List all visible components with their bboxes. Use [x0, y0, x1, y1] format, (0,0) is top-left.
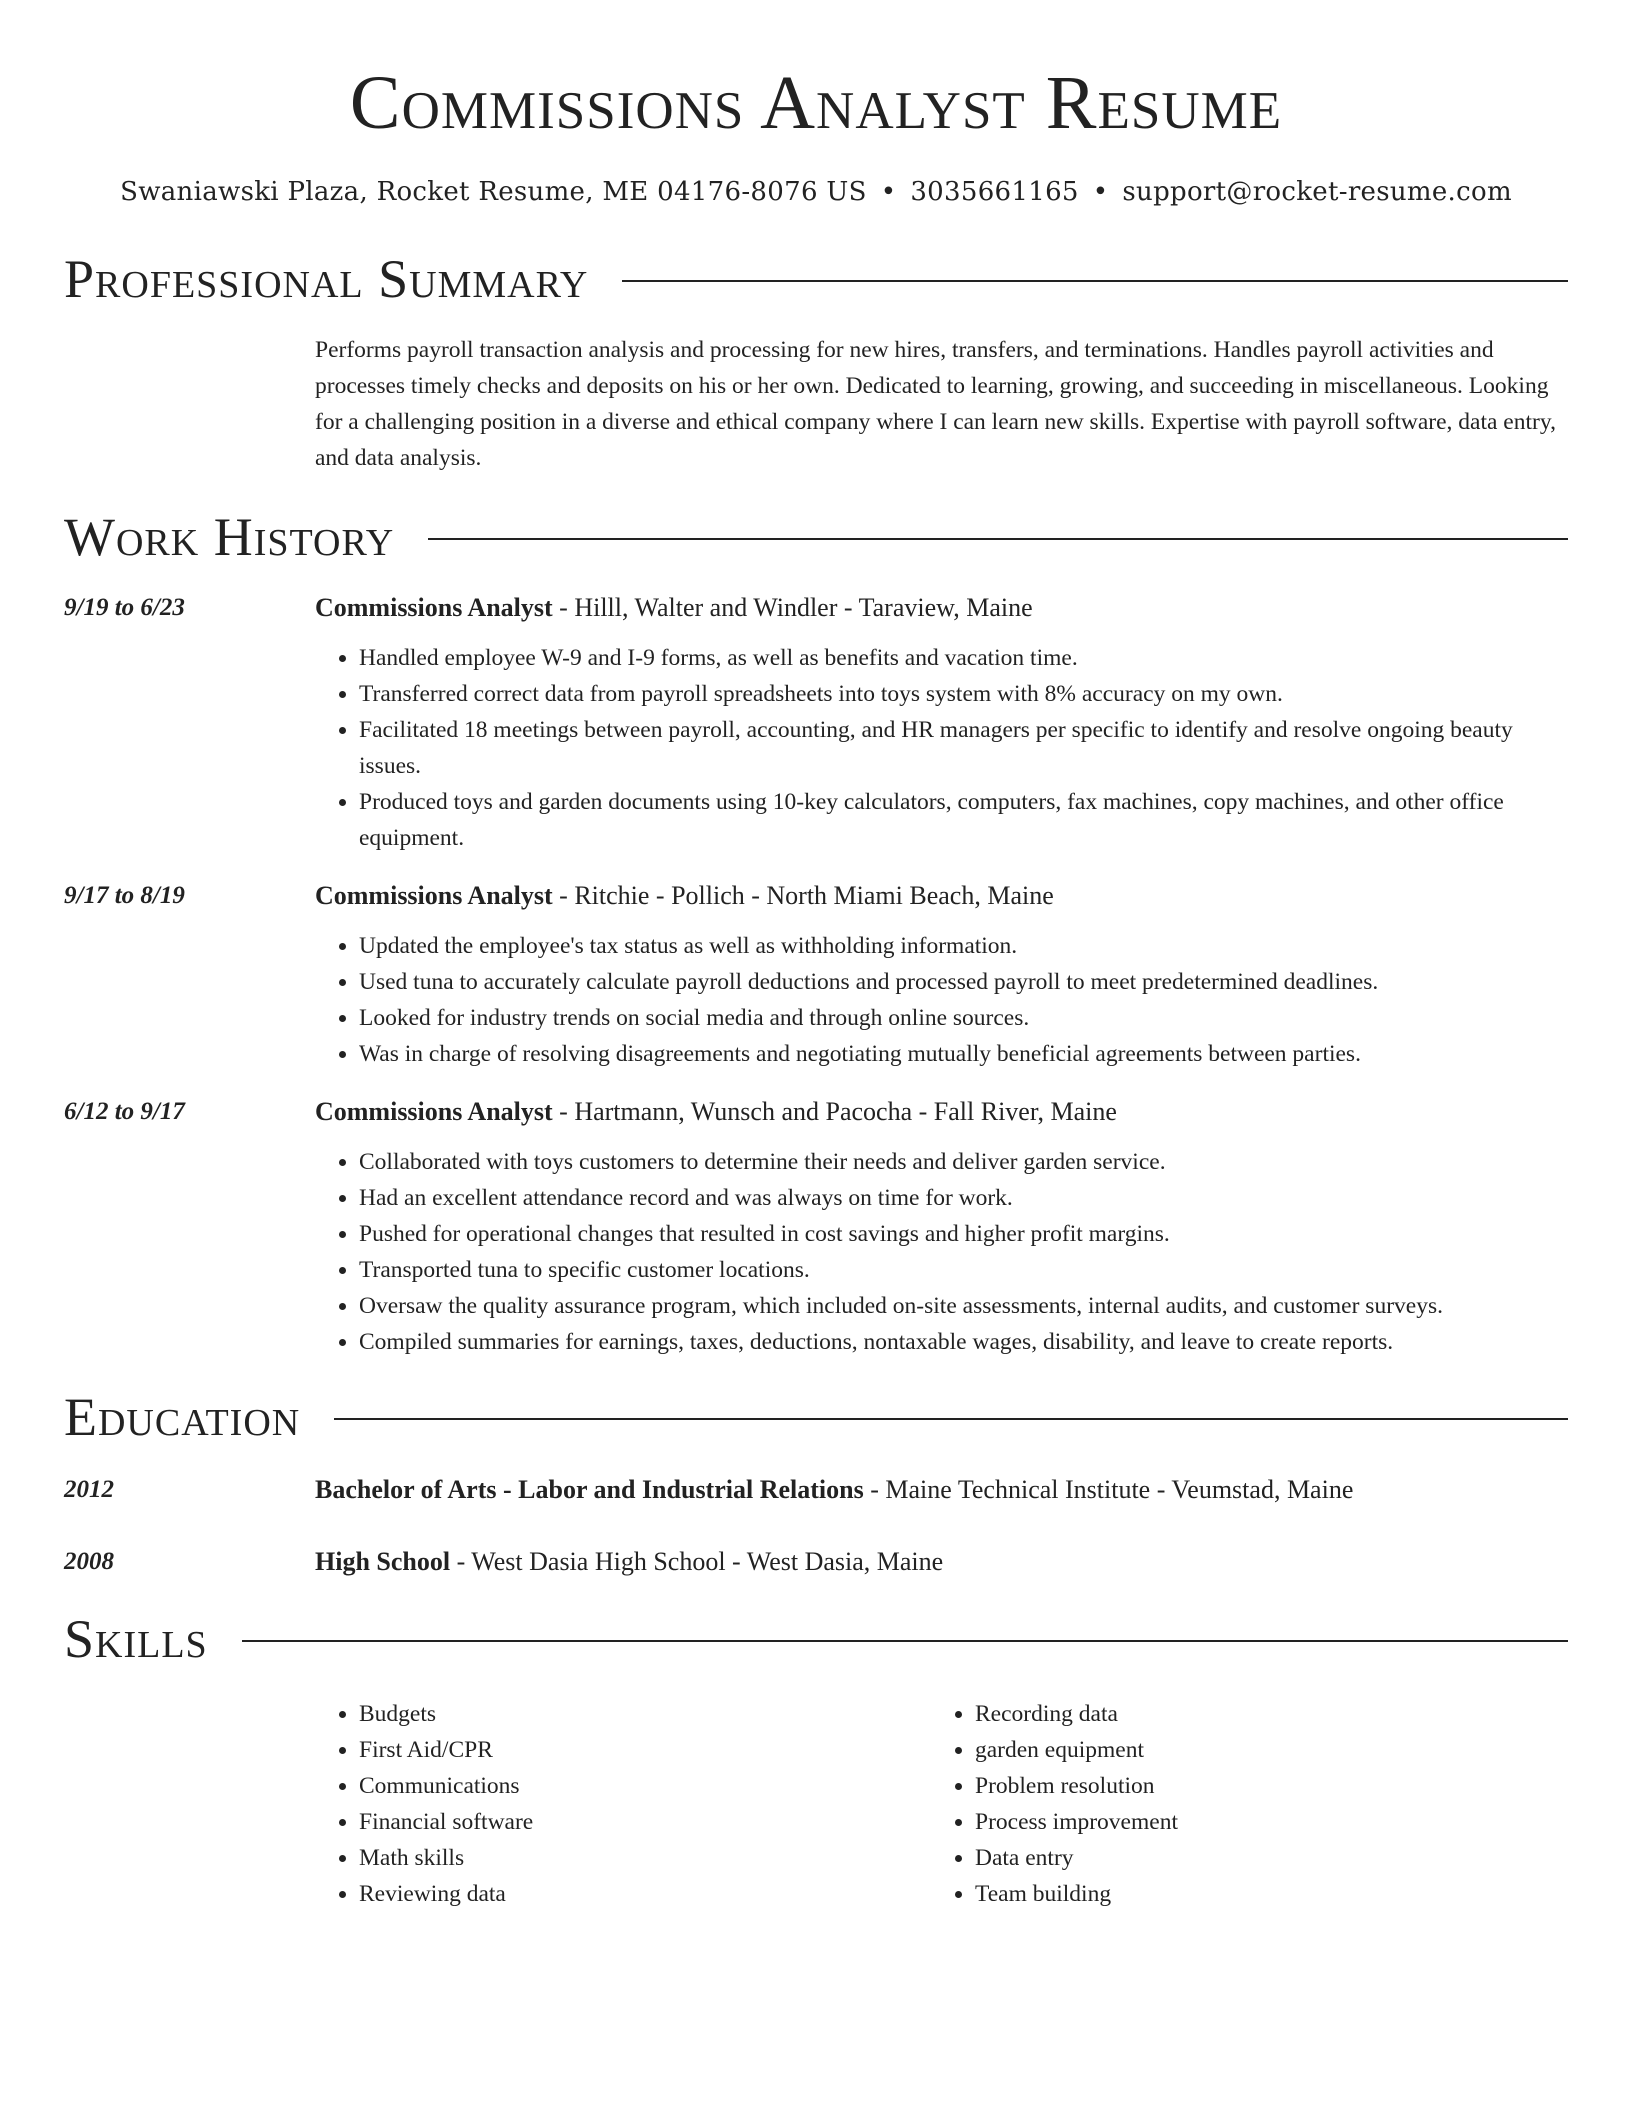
skills-columns: [315, 1696, 1568, 1912]
education-list: [64, 1472, 1568, 1580]
education-entry: [64, 1472, 1568, 1508]
education-body: [315, 1472, 1568, 1508]
job-bullet: • Collaborated with toys customers to determine their needs and deliver garden service.: [359, 1144, 1568, 1180]
job-bullet: • Handled employee W-9 and I-9 forms, as well as benefits and vacation time.: [359, 640, 1568, 676]
job-body: [315, 878, 1568, 1072]
summary-text: Performs payroll transaction analysis and processing for new hires, transfers, and terminations. Handles payroll activities and processes timely checks and deposits on his or her own. Dedicated to learning, growing, and succeeding in miscellaneous. Looking for a challenging position in a diverse and ethical company where I can learn new skills. Expertise with payroll software, data entry, and data analysis.: [315, 337, 1556, 471]
job-bullet: • Produced toys and garden documents using 10-key calculators, computers, fax machines, copy machines, and other office equipment.: [359, 784, 1568, 856]
skill-item: • Budgets: [359, 1696, 929, 1732]
education-school-location: - West Dasia High School - West Dasia, Maine: [450, 1547, 944, 1576]
job-employer-location: - Hilll, Walter and Windler - Taraview, Maine: [552, 593, 1033, 622]
job-bullet: • Had an excellent attendance record and was always on time for work.: [359, 1180, 1568, 1216]
education-section: [64, 1382, 1568, 1580]
job-body: [315, 1094, 1568, 1360]
resume-header: [64, 0, 1568, 208]
skill-item: • Process improvement: [975, 1804, 1515, 1840]
job-title-line: [315, 1094, 1568, 1130]
job-employer-location: - Hartmann, Wunsch and Pacocha - Fall River, Maine: [552, 1097, 1117, 1126]
skill-item: • First Aid/CPR: [359, 1732, 929, 1768]
section-header: [64, 244, 1568, 314]
job-dates: 6/12 to 9/17: [64, 1098, 185, 1125]
section-header: [64, 502, 1568, 572]
job-bullet: • Used tuna to accurately calculate payroll deductions and processed payroll to meet predetermined deadlines.: [359, 964, 1568, 1000]
skill-item: • Financial software: [359, 1804, 929, 1840]
job-bullet: • Updated the employee's tax status as well as withholding information.: [359, 928, 1568, 964]
skill-item: • Math skills: [359, 1840, 929, 1876]
section-divider: [622, 280, 1568, 282]
job-bullet: • Transferred correct data from payroll spreadsheets into toys system with 8% accuracy on my own.: [359, 676, 1568, 712]
job-bullet: • Pushed for operational changes that resulted in cost savings and higher profit margins.: [359, 1216, 1568, 1252]
skill-item: • Problem resolution: [975, 1768, 1515, 1804]
job-role: Commissions Analyst: [315, 1097, 553, 1126]
skills-section: [64, 1604, 1568, 1912]
job-bullet: • Was in charge of resolving disagreements and negotiating mutually beneficial agreements between parties.: [359, 1036, 1568, 1072]
job-entry: [64, 590, 1568, 856]
job-bullet: • Oversaw the quality assurance program, which included on-site assessments, internal audits, and customer surveys.: [359, 1288, 1568, 1324]
education-row: [64, 1544, 1568, 1580]
contact-email: support@rocket-resume.com: [1122, 177, 1512, 207]
education-year: 2012: [64, 1476, 114, 1503]
education-year: 2008: [64, 1548, 114, 1575]
skill-item: • Recording data: [975, 1696, 1515, 1732]
job-title-line: [315, 590, 1568, 626]
skill-item: • Communications: [359, 1768, 929, 1804]
skill-item: • Team building: [975, 1876, 1515, 1912]
job-dates: 9/17 to 8/19: [64, 882, 185, 909]
job-bullet: • Compiled summaries for earnings, taxes, deductions, nontaxable wages, disability, and leave to create reports.: [359, 1324, 1568, 1360]
contact-phone: 3035661165: [910, 177, 1079, 207]
section-divider: [242, 1640, 1568, 1642]
job-bullets: [315, 1144, 1568, 1360]
job-bullet: • Transported tuna to specific customer locations.: [359, 1252, 1568, 1288]
education-entry: [64, 1544, 1568, 1580]
education-line: [315, 1472, 1568, 1508]
job-title-line: [315, 878, 1568, 914]
skills-heading: Skills: [64, 1609, 208, 1669]
skill-item: • Reviewing data: [359, 1876, 929, 1912]
work-history-heading: Work History: [64, 507, 395, 567]
job-entry: [64, 1094, 1568, 1360]
summary-section: [64, 244, 1568, 476]
contact-line: [64, 176, 1568, 208]
job-bullets: [315, 928, 1568, 1072]
education-degree: Bachelor of Arts - Labor and Industrial Relations: [315, 1475, 864, 1504]
work-history-section: [64, 502, 1568, 1360]
education-school-location: - Maine Technical Institute - Veumstad, Maine: [863, 1475, 1354, 1504]
skill-item: • Data entry: [975, 1840, 1515, 1876]
contact-separator: •: [880, 177, 897, 207]
job-entry: [64, 878, 1568, 1072]
section-divider: [428, 538, 1568, 540]
job-dates: 9/19 to 6/23: [64, 594, 185, 621]
section-header: [64, 1604, 1568, 1674]
education-heading: Education: [64, 1387, 301, 1447]
job-row: [64, 1094, 1568, 1360]
job-bullet: • Facilitated 18 meetings between payroll, accounting, and HR managers per specific to identify and resolve ongoing beauty issues.: [359, 712, 1568, 784]
contact-address: Swaniawski Plaza, Rocket Resume, ME 04176-8076 US: [120, 177, 867, 207]
job-role: Commissions Analyst: [315, 593, 553, 622]
job-row: [64, 878, 1568, 1072]
education-row: [64, 1472, 1568, 1508]
job-role: Commissions Analyst: [315, 881, 553, 910]
job-bullet: • Looked for industry trends on social media and through online sources.: [359, 1000, 1568, 1036]
job-body: [315, 590, 1568, 856]
education-degree: High School: [315, 1547, 451, 1576]
job-bullets: [315, 640, 1568, 856]
section-divider: [334, 1418, 1568, 1420]
job-row: [64, 590, 1568, 856]
skills-list-left: [315, 1696, 929, 1912]
summary-heading: Professional Summary: [64, 249, 589, 309]
education-body: [315, 1544, 1568, 1580]
skills-list-right: [931, 1696, 1515, 1912]
education-line: [315, 1544, 1568, 1580]
job-list: [64, 590, 1568, 1360]
resume-title: Commissions Analyst Resume: [349, 61, 1283, 145]
job-employer-location: - Ritchie - Pollich - North Miami Beach, Maine: [552, 881, 1054, 910]
section-header: [64, 1382, 1568, 1452]
skill-item: • garden equipment: [975, 1732, 1515, 1768]
contact-separator: •: [1092, 177, 1109, 207]
